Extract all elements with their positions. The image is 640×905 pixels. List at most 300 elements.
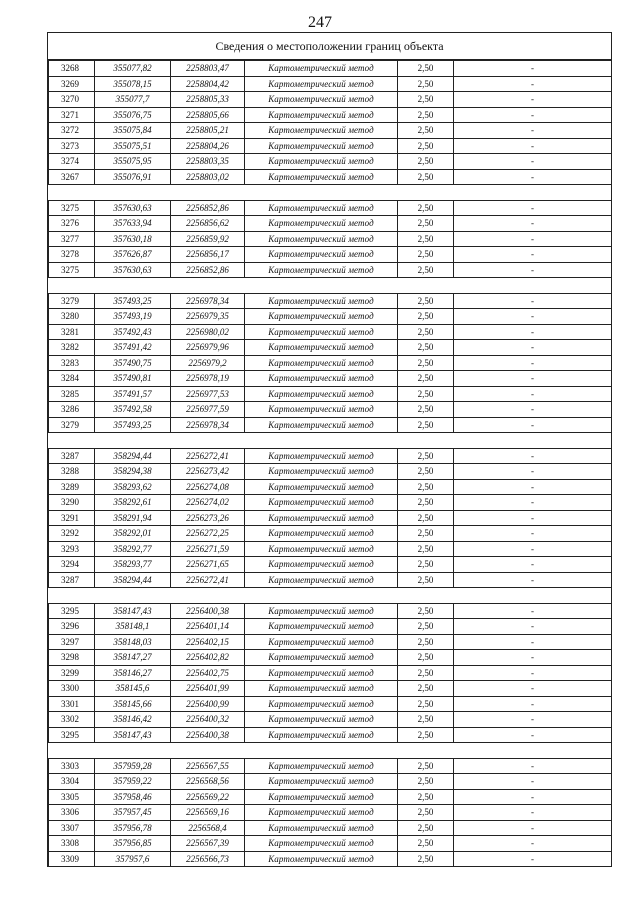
y-coordinate-cell: 2256401,14 [171, 619, 245, 635]
description-cell: - [454, 231, 612, 247]
point-number-cell: 3298 [49, 650, 95, 666]
point-number-cell: 3267 [49, 169, 95, 185]
description-cell: - [454, 417, 612, 433]
accuracy-cell: 2,50 [398, 495, 454, 511]
y-coordinate-cell: 2256400,38 [171, 727, 245, 743]
accuracy-cell: 2,50 [398, 479, 454, 495]
y-coordinate-cell: 2256856,17 [171, 247, 245, 263]
accuracy-cell: 2,50 [398, 371, 454, 387]
method-cell: Картометрический метод [245, 727, 398, 743]
description-cell: - [454, 495, 612, 511]
y-coordinate-cell: 2258804,26 [171, 138, 245, 154]
x-coordinate-cell: 357630,63 [95, 262, 171, 278]
table-row [49, 107, 612, 123]
point-number-cell: 3291 [49, 510, 95, 526]
page-number: 247 [308, 14, 332, 31]
x-coordinate-cell: 355078,15 [95, 76, 171, 92]
x-coordinate-cell: 358292,61 [95, 495, 171, 511]
table-row [49, 247, 612, 263]
point-number-cell: 3270 [49, 92, 95, 108]
accuracy-cell: 2,50 [398, 262, 454, 278]
description-cell: - [454, 820, 612, 836]
point-number-cell: 3293 [49, 541, 95, 557]
method-cell: Картометрический метод [245, 681, 398, 697]
x-coordinate-cell: 358146,27 [95, 665, 171, 681]
y-coordinate-cell: 2258804,42 [171, 76, 245, 92]
x-coordinate-cell: 358148,03 [95, 634, 171, 650]
y-coordinate-cell: 2256852,86 [171, 200, 245, 216]
y-coordinate-cell: 2256859,92 [171, 231, 245, 247]
y-coordinate-cell: 2258803,35 [171, 154, 245, 170]
x-coordinate-cell: 355075,84 [95, 123, 171, 139]
x-coordinate-cell: 357491,57 [95, 386, 171, 402]
point-number-cell: 3269 [49, 76, 95, 92]
method-cell: Картометрический метод [245, 247, 398, 263]
accuracy-cell: 2,50 [398, 510, 454, 526]
x-coordinate-cell: 357493,25 [95, 293, 171, 309]
method-cell: Картометрический метод [245, 216, 398, 232]
accuracy-cell: 2,50 [398, 696, 454, 712]
method-cell: Картометрический метод [245, 92, 398, 108]
method-cell: Картометрический метод [245, 340, 398, 356]
method-cell: Картометрический метод [245, 712, 398, 728]
point-number-cell: 3277 [49, 231, 95, 247]
x-coordinate-cell: 358145,6 [95, 681, 171, 697]
method-cell: Картометрический метод [245, 836, 398, 852]
method-cell: Картометрический метод [245, 510, 398, 526]
method-cell: Картометрический метод [245, 665, 398, 681]
accuracy-cell: 2,50 [398, 464, 454, 480]
x-coordinate-cell: 358148,1 [95, 619, 171, 635]
x-coordinate-cell: 358145,66 [95, 696, 171, 712]
accuracy-cell: 2,50 [398, 650, 454, 666]
y-coordinate-cell: 2256569,22 [171, 789, 245, 805]
point-number-cell: 3301 [49, 696, 95, 712]
method-cell: Картометрический метод [245, 262, 398, 278]
y-coordinate-cell: 2256274,02 [171, 495, 245, 511]
table-row [49, 464, 612, 480]
method-cell: Картометрический метод [245, 603, 398, 619]
method-cell: Картометрический метод [245, 820, 398, 836]
accuracy-cell: 2,50 [398, 324, 454, 340]
point-number-cell: 3299 [49, 665, 95, 681]
table-row [49, 572, 612, 588]
accuracy-cell: 2,50 [398, 712, 454, 728]
x-coordinate-cell: 355076,75 [95, 107, 171, 123]
point-number-cell: 3272 [49, 123, 95, 139]
description-cell: - [454, 340, 612, 356]
method-cell: Картометрический метод [245, 76, 398, 92]
x-coordinate-cell: 357630,63 [95, 200, 171, 216]
y-coordinate-cell: 2256980,02 [171, 324, 245, 340]
group-separator-cell [49, 278, 612, 294]
point-number-cell: 3271 [49, 107, 95, 123]
point-number-cell: 3287 [49, 448, 95, 464]
y-coordinate-cell: 2256977,59 [171, 402, 245, 418]
accuracy-cell: 2,50 [398, 123, 454, 139]
y-coordinate-cell: 2256400,38 [171, 603, 245, 619]
y-coordinate-cell: 2256402,75 [171, 665, 245, 681]
group-separator-cell [49, 743, 612, 759]
method-cell: Картометрический метод [245, 851, 398, 867]
accuracy-cell: 2,50 [398, 774, 454, 790]
table-row [49, 61, 612, 77]
accuracy-cell: 2,50 [398, 758, 454, 774]
document-title: Сведения о местоположении границ объекта [48, 33, 611, 60]
accuracy-cell: 2,50 [398, 820, 454, 836]
description-cell: - [454, 371, 612, 387]
group-separator-cell [49, 185, 612, 201]
point-number-cell: 3280 [49, 309, 95, 325]
method-cell: Картометрический метод [245, 634, 398, 650]
method-cell: Картометрический метод [245, 402, 398, 418]
y-coordinate-cell: 2256272,25 [171, 526, 245, 542]
table-row [49, 603, 612, 619]
description-cell: - [454, 681, 612, 697]
table-row [49, 774, 612, 790]
point-number-cell: 3295 [49, 727, 95, 743]
x-coordinate-cell: 357956,85 [95, 836, 171, 852]
point-number-cell: 3303 [49, 758, 95, 774]
accuracy-cell: 2,50 [398, 386, 454, 402]
description-cell: - [454, 324, 612, 340]
y-coordinate-cell: 2256402,82 [171, 650, 245, 666]
y-coordinate-cell: 2256977,53 [171, 386, 245, 402]
table-row [49, 696, 612, 712]
accuracy-cell: 2,50 [398, 634, 454, 650]
description-cell: - [454, 386, 612, 402]
y-coordinate-cell: 2258803,47 [171, 61, 245, 77]
x-coordinate-cell: 357957,45 [95, 805, 171, 821]
table-row [49, 231, 612, 247]
description-cell: - [454, 154, 612, 170]
x-coordinate-cell: 358292,77 [95, 541, 171, 557]
point-number-cell: 3281 [49, 324, 95, 340]
point-number-cell: 3290 [49, 495, 95, 511]
point-number-cell: 3287 [49, 572, 95, 588]
accuracy-cell: 2,50 [398, 557, 454, 573]
x-coordinate-cell: 355075,95 [95, 154, 171, 170]
x-coordinate-cell: 358147,43 [95, 603, 171, 619]
method-cell: Картометрический метод [245, 107, 398, 123]
accuracy-cell: 2,50 [398, 836, 454, 852]
method-cell: Картометрический метод [245, 650, 398, 666]
table-row [49, 417, 612, 433]
table-row [49, 309, 612, 325]
table-row [49, 805, 612, 821]
method-cell: Картометрический метод [245, 495, 398, 511]
accuracy-cell: 2,50 [398, 727, 454, 743]
table-row [49, 820, 612, 836]
point-number-cell: 3284 [49, 371, 95, 387]
method-cell: Картометрический метод [245, 355, 398, 371]
table-row [49, 355, 612, 371]
method-cell: Картометрический метод [245, 464, 398, 480]
table-row [49, 293, 612, 309]
y-coordinate-cell: 2256568,4 [171, 820, 245, 836]
y-coordinate-cell: 2256978,19 [171, 371, 245, 387]
accuracy-cell: 2,50 [398, 309, 454, 325]
method-cell: Картометрический метод [245, 572, 398, 588]
group-separator [49, 433, 612, 449]
y-coordinate-cell: 2256852,86 [171, 262, 245, 278]
method-cell: Картометрический метод [245, 231, 398, 247]
point-number-cell: 3283 [49, 355, 95, 371]
description-cell: - [454, 479, 612, 495]
x-coordinate-cell: 357490,75 [95, 355, 171, 371]
description-cell: - [454, 526, 612, 542]
accuracy-cell: 2,50 [398, 293, 454, 309]
y-coordinate-cell: 2256400,99 [171, 696, 245, 712]
point-number-cell: 3300 [49, 681, 95, 697]
table-row [49, 712, 612, 728]
description-cell: - [454, 696, 612, 712]
description-cell: - [454, 200, 612, 216]
table-row [49, 758, 612, 774]
y-coordinate-cell: 2256979,96 [171, 340, 245, 356]
coordinates-table-body [49, 61, 612, 867]
description-cell: - [454, 123, 612, 139]
x-coordinate-cell: 355077,7 [95, 92, 171, 108]
y-coordinate-cell: 2256978,34 [171, 417, 245, 433]
method-cell: Картометрический метод [245, 541, 398, 557]
y-coordinate-cell: 2256400,32 [171, 712, 245, 728]
description-cell: - [454, 107, 612, 123]
y-coordinate-cell: 2256271,65 [171, 557, 245, 573]
point-number-cell: 3304 [49, 774, 95, 790]
point-number-cell: 3302 [49, 712, 95, 728]
point-number-cell: 3288 [49, 464, 95, 480]
table-row [49, 665, 612, 681]
x-coordinate-cell: 358147,43 [95, 727, 171, 743]
method-cell: Картометрический метод [245, 526, 398, 542]
x-coordinate-cell: 357956,78 [95, 820, 171, 836]
description-cell: - [454, 712, 612, 728]
x-coordinate-cell: 358294,38 [95, 464, 171, 480]
group-separator [49, 185, 612, 201]
point-number-cell: 3275 [49, 200, 95, 216]
method-cell: Картометрический метод [245, 123, 398, 139]
description-cell: - [454, 758, 612, 774]
method-cell: Картометрический метод [245, 789, 398, 805]
table-row [49, 634, 612, 650]
description-cell: - [454, 216, 612, 232]
accuracy-cell: 2,50 [398, 138, 454, 154]
table-row [49, 650, 612, 666]
accuracy-cell: 2,50 [398, 61, 454, 77]
x-coordinate-cell: 357957,6 [95, 851, 171, 867]
group-separator [49, 588, 612, 604]
table-row [49, 510, 612, 526]
table-row [49, 340, 612, 356]
group-separator-cell [49, 588, 612, 604]
method-cell: Картометрический метод [245, 557, 398, 573]
accuracy-cell: 2,50 [398, 526, 454, 542]
y-coordinate-cell: 2256272,41 [171, 572, 245, 588]
description-cell: - [454, 851, 612, 867]
y-coordinate-cell: 2256979,2 [171, 355, 245, 371]
table-row [49, 619, 612, 635]
y-coordinate-cell: 2256569,16 [171, 805, 245, 821]
y-coordinate-cell: 2256273,42 [171, 464, 245, 480]
method-cell: Картометрический метод [245, 169, 398, 185]
table-row [49, 479, 612, 495]
accuracy-cell: 2,50 [398, 169, 454, 185]
group-separator [49, 743, 612, 759]
accuracy-cell: 2,50 [398, 355, 454, 371]
table-row [49, 836, 612, 852]
table-row [49, 789, 612, 805]
point-number-cell: 3292 [49, 526, 95, 542]
table-row [49, 154, 612, 170]
description-cell: - [454, 634, 612, 650]
method-cell: Картометрический метод [245, 309, 398, 325]
method-cell: Картометрический метод [245, 386, 398, 402]
description-cell: - [454, 619, 612, 635]
method-cell: Картометрический метод [245, 448, 398, 464]
point-number-cell: 3282 [49, 340, 95, 356]
table-row [49, 681, 612, 697]
y-coordinate-cell: 2256568,56 [171, 774, 245, 790]
y-coordinate-cell: 2256567,55 [171, 758, 245, 774]
point-number-cell: 3285 [49, 386, 95, 402]
point-number-cell: 3286 [49, 402, 95, 418]
point-number-cell: 3295 [49, 603, 95, 619]
boundary-info-document [47, 32, 612, 867]
table-row [49, 448, 612, 464]
description-cell: - [454, 138, 612, 154]
x-coordinate-cell: 357630,18 [95, 231, 171, 247]
description-cell: - [454, 262, 612, 278]
point-number-cell: 3279 [49, 293, 95, 309]
description-cell: - [454, 402, 612, 418]
table-row [49, 557, 612, 573]
x-coordinate-cell: 357493,25 [95, 417, 171, 433]
description-cell: - [454, 805, 612, 821]
table-row [49, 324, 612, 340]
point-number-cell: 3296 [49, 619, 95, 635]
table-row [49, 526, 612, 542]
y-coordinate-cell: 2256978,34 [171, 293, 245, 309]
accuracy-cell: 2,50 [398, 402, 454, 418]
point-number-cell: 3306 [49, 805, 95, 821]
accuracy-cell: 2,50 [398, 603, 454, 619]
y-coordinate-cell: 2256274,08 [171, 479, 245, 495]
y-coordinate-cell: 2256856,62 [171, 216, 245, 232]
x-coordinate-cell: 358294,44 [95, 448, 171, 464]
x-coordinate-cell: 358146,42 [95, 712, 171, 728]
table-row [49, 123, 612, 139]
description-cell: - [454, 650, 612, 666]
table-row [49, 138, 612, 154]
method-cell: Картометрический метод [245, 774, 398, 790]
description-cell: - [454, 293, 612, 309]
accuracy-cell: 2,50 [398, 448, 454, 464]
x-coordinate-cell: 355076,91 [95, 169, 171, 185]
x-coordinate-cell: 358291,94 [95, 510, 171, 526]
method-cell: Картометрический метод [245, 324, 398, 340]
accuracy-cell: 2,50 [398, 681, 454, 697]
accuracy-cell: 2,50 [398, 417, 454, 433]
method-cell: Картометрический метод [245, 479, 398, 495]
point-number-cell: 3274 [49, 154, 95, 170]
point-number-cell: 3307 [49, 820, 95, 836]
point-number-cell: 3289 [49, 479, 95, 495]
x-coordinate-cell: 357959,22 [95, 774, 171, 790]
method-cell: Картометрический метод [245, 417, 398, 433]
accuracy-cell: 2,50 [398, 231, 454, 247]
description-cell: - [454, 727, 612, 743]
description-cell: - [454, 557, 612, 573]
y-coordinate-cell: 2256401,99 [171, 681, 245, 697]
description-cell: - [454, 774, 612, 790]
description-cell: - [454, 464, 612, 480]
x-coordinate-cell: 358293,77 [95, 557, 171, 573]
table-row [49, 727, 612, 743]
accuracy-cell: 2,50 [398, 789, 454, 805]
accuracy-cell: 2,50 [398, 200, 454, 216]
method-cell: Картометрический метод [245, 696, 398, 712]
table-row [49, 216, 612, 232]
method-cell: Картометрический метод [245, 200, 398, 216]
table-row [49, 371, 612, 387]
accuracy-cell: 2,50 [398, 154, 454, 170]
table-row [49, 851, 612, 867]
accuracy-cell: 2,50 [398, 572, 454, 588]
point-number-cell: 3268 [49, 61, 95, 77]
description-cell: - [454, 448, 612, 464]
x-coordinate-cell: 357959,28 [95, 758, 171, 774]
point-number-cell: 3275 [49, 262, 95, 278]
point-number-cell: 3308 [49, 836, 95, 852]
point-number-cell: 3305 [49, 789, 95, 805]
y-coordinate-cell: 2256271,59 [171, 541, 245, 557]
accuracy-cell: 2,50 [398, 851, 454, 867]
accuracy-cell: 2,50 [398, 247, 454, 263]
table-row [49, 262, 612, 278]
table-row [49, 541, 612, 557]
description-cell: - [454, 247, 612, 263]
accuracy-cell: 2,50 [398, 541, 454, 557]
point-number-cell: 3278 [49, 247, 95, 263]
x-coordinate-cell: 357626,87 [95, 247, 171, 263]
x-coordinate-cell: 357633,94 [95, 216, 171, 232]
description-cell: - [454, 169, 612, 185]
x-coordinate-cell: 358294,44 [95, 572, 171, 588]
x-coordinate-cell: 357492,58 [95, 402, 171, 418]
y-coordinate-cell: 2258805,66 [171, 107, 245, 123]
accuracy-cell: 2,50 [398, 340, 454, 356]
description-cell: - [454, 541, 612, 557]
table-row [49, 92, 612, 108]
accuracy-cell: 2,50 [398, 76, 454, 92]
y-coordinate-cell: 2256979,35 [171, 309, 245, 325]
accuracy-cell: 2,50 [398, 216, 454, 232]
accuracy-cell: 2,50 [398, 107, 454, 123]
accuracy-cell: 2,50 [398, 805, 454, 821]
method-cell: Картометрический метод [245, 371, 398, 387]
y-coordinate-cell: 2256402,15 [171, 634, 245, 650]
point-number-cell: 3294 [49, 557, 95, 573]
description-cell: - [454, 92, 612, 108]
accuracy-cell: 2,50 [398, 92, 454, 108]
method-cell: Картометрический метод [245, 138, 398, 154]
x-coordinate-cell: 358292,01 [95, 526, 171, 542]
coordinates-table [48, 60, 612, 867]
table-row [49, 200, 612, 216]
x-coordinate-cell: 355077,82 [95, 61, 171, 77]
table-row [49, 76, 612, 92]
